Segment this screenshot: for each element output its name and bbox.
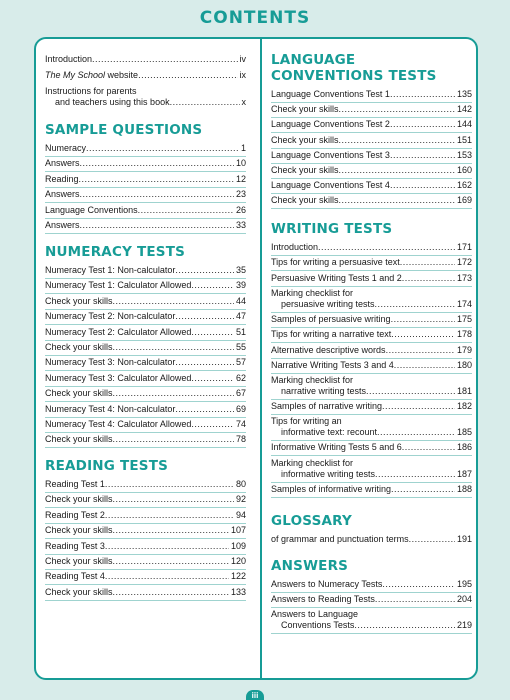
toc-entry <box>271 288 472 313</box>
toc-entry-page: 173 <box>456 272 472 283</box>
dot-leader <box>375 299 455 310</box>
toc-entry-title <box>45 70 138 81</box>
dot-leader <box>402 273 455 284</box>
toc-entry-title: Numeracy Test 2: Non-calculator <box>45 311 176 322</box>
toc-entry <box>271 180 472 194</box>
toc-entry <box>45 494 246 508</box>
dot-leader <box>105 571 229 582</box>
dot-leader <box>391 329 455 340</box>
dot-leader <box>394 360 455 371</box>
toc-entry-page: 144 <box>456 119 472 130</box>
toc-entry-line <box>271 119 472 130</box>
toc-entry-title: Tips for writing a narrative text <box>271 329 392 340</box>
toc-entry-line <box>271 534 472 545</box>
toc-entry-line <box>271 579 472 590</box>
dot-leader <box>113 296 234 307</box>
toc-entry-title: Numeracy Test 1: Non-calculator <box>45 265 176 275</box>
toc-entry-page: 187 <box>456 468 472 479</box>
toc-entry-page: 51 <box>235 326 246 337</box>
toc-entry-page: 175 <box>456 313 472 324</box>
toc-entry <box>271 416 472 441</box>
toc-entry-line <box>45 311 246 322</box>
toc-entry-page: 204 <box>456 594 472 605</box>
toc-entry-page: 92 <box>235 494 246 505</box>
toc-entry-page: 122 <box>230 571 246 582</box>
toc-entry-line <box>45 143 246 154</box>
toc-entry <box>271 442 472 456</box>
dot-leader <box>191 373 234 384</box>
dot-leader <box>339 135 455 146</box>
toc-entry-page: 120 <box>230 556 246 566</box>
toc-entry <box>45 220 246 234</box>
toc-entry-line <box>271 165 472 176</box>
toc-entry-line <box>45 265 246 276</box>
toc-entry-line <box>271 314 472 325</box>
toc-entry-page: 179 <box>456 344 472 355</box>
toc-entry-title: Persuasive Writing Tests 1 and 2 <box>271 272 402 283</box>
toc-entry-title: Samples of informative writing <box>271 483 392 494</box>
toc-entry <box>271 314 472 328</box>
toc-entry-page: 171 <box>456 242 472 252</box>
toc-entry-title: Alternative descriptive words <box>271 344 386 355</box>
dot-leader <box>390 119 455 130</box>
toc-entry-title: Check your skills <box>45 295 113 306</box>
dot-leader <box>105 510 234 521</box>
toc-entry-page: 69 <box>235 403 246 414</box>
toc-entry-title: Check your skills <box>45 342 113 352</box>
dot-leader <box>138 205 234 216</box>
toc-entry-page: 180 <box>456 359 472 370</box>
toc-entry-title: Check your skills <box>271 134 339 145</box>
toc-entry-line <box>45 556 246 567</box>
toc-entry-line <box>271 329 472 340</box>
toc-entry-title: Check your skills <box>271 104 339 115</box>
toc-entry-page: 94 <box>235 509 246 520</box>
toc-entry <box>45 541 246 555</box>
dot-leader <box>113 556 229 567</box>
dot-leader <box>377 427 455 438</box>
dot-leader <box>375 469 455 480</box>
toc-entry-line <box>271 242 472 253</box>
toc-entry-line <box>45 54 246 65</box>
toc-entry-title: Check your skills <box>45 388 113 399</box>
toc-entry <box>45 388 246 402</box>
toc-entry-page: 172 <box>456 257 472 268</box>
toc-entry-page: 23 <box>235 189 246 200</box>
toc-entry-title-italic: The My School <box>45 70 106 80</box>
dot-leader <box>191 327 234 338</box>
toc-entry-title: Answers to Reading Tests <box>271 594 375 605</box>
toc-entry-page: 1 <box>240 143 246 153</box>
toc-entry-line <box>45 327 246 338</box>
toc-entry-title: Check your skills <box>45 494 113 505</box>
toc-entry <box>271 609 472 634</box>
toc-entry <box>45 70 246 83</box>
toc-entry-page: 47 <box>235 311 246 322</box>
toc-entry <box>45 296 246 310</box>
dot-leader <box>105 479 234 490</box>
toc-entry <box>45 404 246 418</box>
toc-entry-page: 107 <box>230 525 246 536</box>
toc-entry <box>45 373 246 387</box>
toc-entry <box>271 458 472 483</box>
toc-entry-line <box>45 70 246 81</box>
toc-entry-page: 10 <box>235 158 246 169</box>
toc-entry-line <box>271 484 472 495</box>
toc-entry-page: 185 <box>456 427 472 438</box>
toc-entry-page: 12 <box>235 173 246 184</box>
toc-entry-page: 55 <box>235 342 246 352</box>
toc-entry-page: 151 <box>456 134 472 145</box>
dot-leader <box>354 620 455 631</box>
toc-entry-title: Reading Test 3 <box>45 540 105 551</box>
toc-entry <box>271 534 472 547</box>
toc-entry-title: Answers to Numeracy Tests <box>271 579 383 589</box>
toc-entry-line <box>271 135 472 146</box>
dot-leader <box>113 388 234 399</box>
toc-entry-line <box>271 257 472 268</box>
toc-entry-title: Samples of narrative writing <box>271 401 383 412</box>
toc-entry-line <box>271 427 472 438</box>
toc-entry-line <box>45 220 246 231</box>
toc-entry <box>271 360 472 374</box>
toc-entry <box>45 556 246 570</box>
toc-entry-title: persuasive writing tests <box>281 298 375 309</box>
toc-entry <box>45 143 246 157</box>
toc-entry-line <box>45 541 246 552</box>
toc-entry-line <box>45 419 246 430</box>
toc-entry-line <box>271 469 472 480</box>
dot-leader <box>79 174 234 185</box>
page-title: CONTENTS <box>199 8 311 28</box>
toc-entry <box>45 571 246 585</box>
toc-entry-line <box>271 89 472 100</box>
toc-entry <box>271 484 472 498</box>
toc-entry <box>45 342 246 356</box>
toc-entry-line <box>45 479 246 490</box>
toc-entry-page: x <box>241 97 246 107</box>
dot-leader <box>318 242 455 253</box>
toc-entry <box>271 242 472 256</box>
toc-entry <box>45 86 246 110</box>
toc-entry-line <box>45 357 246 368</box>
dot-leader <box>138 70 237 81</box>
toc-entry-title: Informative Writing Tests 5 and 6 <box>271 442 402 453</box>
toc-entry-title: and teachers using this book <box>55 97 170 107</box>
section-heading: WRITING TESTS <box>271 221 393 237</box>
toc-entry-page: 57 <box>235 357 246 368</box>
toc-entry <box>271 594 472 608</box>
toc-entry-page: 133 <box>230 586 246 597</box>
toc-entry <box>271 401 472 415</box>
toc-entry-title: Numeracy Test 4: Calculator Allowed <box>45 419 192 429</box>
toc-entry <box>271 345 472 359</box>
toc-entry-title: Answers <box>45 158 80 169</box>
toc-entry <box>45 587 246 601</box>
dot-leader <box>382 579 455 590</box>
toc-entry-line <box>271 104 472 115</box>
dot-leader <box>391 484 455 495</box>
toc-entry-line <box>45 189 246 200</box>
dot-leader <box>80 220 234 231</box>
toc-entry-page: 169 <box>456 195 472 206</box>
toc-entry <box>271 329 472 343</box>
dot-leader <box>113 494 234 505</box>
toc-entry <box>271 257 472 271</box>
toc-entry-page: 142 <box>456 104 472 115</box>
toc-entry-prefix: Answers to Language <box>271 609 359 620</box>
toc-entry-line <box>45 587 246 598</box>
toc-entry-page: 162 <box>456 180 472 191</box>
toc-entry-title: Numeracy <box>45 143 87 153</box>
toc-entry-line <box>45 388 246 399</box>
toc-entry-page: 33 <box>235 220 246 230</box>
toc-entry-line <box>271 180 472 191</box>
toc-entry-title: Language Conventions Test 1 <box>271 89 390 99</box>
toc-entry-prefix: Marking checklist for <box>271 287 354 298</box>
toc-entry-page: iv <box>239 54 246 64</box>
toc-entry-line <box>271 360 472 371</box>
toc-entry <box>271 119 472 133</box>
toc-entry-title: Samples of persuasive writing <box>271 313 391 324</box>
dot-leader <box>390 180 455 191</box>
toc-entry-line <box>45 571 246 582</box>
toc-entry-title: Numeracy Test 4: Non-calculator <box>45 403 176 414</box>
dot-leader <box>92 54 237 65</box>
dot-leader <box>191 280 234 291</box>
toc-entry-page: 78 <box>235 434 246 445</box>
toc-entry-page: 153 <box>456 149 472 160</box>
dot-leader <box>339 165 455 176</box>
section-heading: SAMPLE QUESTIONS <box>45 122 203 138</box>
toc-entry-page: 181 <box>456 386 472 397</box>
section-heading: READING TESTS <box>45 458 169 474</box>
toc-entry-title: Language Conventions Test 4 <box>271 180 390 191</box>
toc-entry-title: Language Conventions Test 3 <box>271 149 390 160</box>
toc-entry <box>271 165 472 179</box>
toc-entry-page: 186 <box>456 442 472 453</box>
dot-leader <box>375 594 455 605</box>
toc-entry <box>271 104 472 118</box>
toc-entry <box>45 434 246 448</box>
toc-entry-title: Answers <box>45 220 80 230</box>
toc-entry-line <box>271 442 472 453</box>
toc-entry-title: of grammar and punctuation terms <box>271 534 409 544</box>
dot-leader <box>390 150 455 161</box>
dot-leader <box>400 257 455 268</box>
toc-entry-title: Conventions Tests <box>281 620 355 631</box>
toc-entry-title: Numeracy Test 3: Calculator Allowed <box>45 372 192 383</box>
toc-entry-page: 188 <box>456 483 472 494</box>
toc-entry-line <box>45 525 246 536</box>
section-heading: GLOSSARY <box>271 513 352 529</box>
toc-entry-prefix: Instructions for parents <box>45 86 137 96</box>
toc-entry-page: 62 <box>235 372 246 383</box>
toc-entry-line <box>271 299 472 310</box>
dot-leader <box>113 434 234 445</box>
dot-leader <box>175 404 234 415</box>
dot-leader <box>191 419 234 430</box>
toc-entry-page: 109 <box>230 540 246 551</box>
dot-leader <box>175 311 234 322</box>
toc-entry-page: 80 <box>235 479 246 489</box>
toc-entry <box>45 311 246 325</box>
page-number: iii <box>246 690 264 700</box>
toc-entry <box>45 158 246 172</box>
toc-entry <box>45 357 246 371</box>
toc-entry <box>45 479 246 493</box>
toc-entry-line <box>45 174 246 185</box>
toc-entry-line <box>45 205 246 216</box>
section-heading: ANSWERS <box>271 558 349 574</box>
section-heading: CONVENTIONS TESTS <box>271 68 437 84</box>
toc-entry-page: 191 <box>456 534 472 544</box>
section-heading: NUMERACY TESTS <box>45 244 186 260</box>
dot-leader <box>390 89 455 100</box>
toc-entry-title: Tips for writing a persuasive text <box>271 257 400 268</box>
dot-leader <box>391 314 455 325</box>
toc-entry-title: narrative writing tests <box>281 386 367 397</box>
toc-entry-page: 182 <box>456 401 472 412</box>
dot-leader <box>113 587 229 598</box>
toc-entry <box>271 150 472 164</box>
dot-leader <box>113 525 229 536</box>
toc-entry <box>45 327 246 341</box>
dot-leader <box>170 97 240 108</box>
dot-leader <box>175 265 234 276</box>
toc-entry <box>271 273 472 287</box>
dot-leader <box>86 143 239 154</box>
toc-entry-page: 44 <box>235 295 246 306</box>
dot-leader <box>382 401 455 412</box>
toc-entry-title: Narrative Writing Tests 3 and 4 <box>271 359 394 370</box>
toc-entry-title: Check your skills <box>45 586 113 597</box>
dot-leader <box>175 357 234 368</box>
toc-entry-title: Introduction <box>271 242 319 252</box>
toc-entry <box>45 419 246 433</box>
dot-leader <box>113 342 234 353</box>
toc-entry <box>271 195 472 209</box>
toc-entry <box>271 579 472 593</box>
toc-entry <box>45 54 246 67</box>
toc-entry-title: Language Conventions <box>45 204 138 215</box>
toc-entry-title: Numeracy Test 2: Calculator Allowed <box>45 326 192 337</box>
toc-entry-title-rest: website <box>105 70 139 80</box>
toc-entry-title: Check your skills <box>45 556 113 566</box>
dot-leader <box>409 534 455 545</box>
toc-entry-line <box>45 97 246 108</box>
toc-entry-prefix: Tips for writing an <box>271 416 342 427</box>
toc-entry-page: 74 <box>235 419 246 429</box>
toc-entry <box>45 205 246 219</box>
toc-entry-line <box>271 195 472 206</box>
toc-entry-line <box>271 273 472 284</box>
toc-entry-line <box>45 373 246 384</box>
toc-entry <box>45 510 246 524</box>
toc-entry-title: informative text: recount <box>281 427 378 438</box>
toc-entry-line <box>45 510 246 521</box>
toc-entry-title: Language Conventions Test 2 <box>271 119 390 130</box>
toc-entry-page: 219 <box>456 620 472 631</box>
toc-entry-title: Reading Test 2 <box>45 509 105 520</box>
dot-leader <box>80 158 234 169</box>
toc-entry <box>45 174 246 188</box>
toc-entry <box>45 189 246 203</box>
toc-entry-page: 195 <box>456 579 472 589</box>
dot-leader <box>80 189 234 200</box>
dot-leader <box>339 104 455 115</box>
toc-entry-title: Reading Test 1 <box>45 479 105 489</box>
toc-entry-line <box>45 434 246 445</box>
toc-entry-title: Reading <box>45 173 79 184</box>
toc-entry-page: 178 <box>456 329 472 340</box>
toc-entry-prefix: Marking checklist for <box>271 457 354 468</box>
toc-entry-line <box>45 296 246 307</box>
toc-entry-page: 35 <box>235 265 246 275</box>
toc-entry-line <box>271 594 472 605</box>
toc-entry-title: Check your skills <box>45 434 113 445</box>
toc-entry-title: Check your skills <box>271 195 339 206</box>
toc-entry-line <box>45 342 246 353</box>
toc-entry-line <box>45 494 246 505</box>
toc-entry-line <box>271 620 472 631</box>
dot-leader <box>339 195 455 206</box>
dot-leader <box>402 442 455 453</box>
toc-entry-title: Reading Test 4 <box>45 571 105 582</box>
toc-entry-page: 39 <box>235 280 246 291</box>
toc-entry-page: 26 <box>235 204 246 215</box>
dot-leader <box>105 541 229 552</box>
toc-entry-page: 160 <box>456 165 472 175</box>
toc-entry-line <box>271 401 472 412</box>
toc-entry-page: 67 <box>235 388 246 399</box>
toc-entry <box>271 375 472 400</box>
toc-entry-line <box>45 280 246 291</box>
toc-entry-title: Answers <box>45 189 80 200</box>
toc-entry-page: 174 <box>456 298 472 309</box>
toc-entry-title: Introduction <box>45 54 93 64</box>
toc-entry <box>45 265 246 279</box>
toc-entry <box>45 525 246 539</box>
toc-entry <box>271 89 472 103</box>
toc-entry-line <box>45 404 246 415</box>
section-heading: LANGUAGE <box>271 52 356 68</box>
toc-entry-title: Numeracy Test 1: Calculator Allowed <box>45 280 192 291</box>
toc-entry-title: Check your skills <box>271 165 339 175</box>
toc-entry-line <box>45 158 246 169</box>
toc-entry <box>45 280 246 294</box>
toc-entry-title: informative writing tests <box>281 468 376 479</box>
column-divider <box>260 39 262 679</box>
dot-leader <box>366 386 455 397</box>
toc-entry-line <box>271 345 472 356</box>
toc-entry-title: Numeracy Test 3: Non-calculator <box>45 357 176 368</box>
toc-entry <box>271 135 472 149</box>
toc-entry-line <box>271 150 472 161</box>
toc-entry-title: Check your skills <box>45 525 113 536</box>
toc-entry-page: ix <box>239 70 246 80</box>
dot-leader <box>386 345 455 356</box>
toc-entry-line <box>271 386 472 397</box>
toc-entry-page: 135 <box>456 89 472 99</box>
toc-entry-prefix: Marking checklist for <box>271 375 354 386</box>
